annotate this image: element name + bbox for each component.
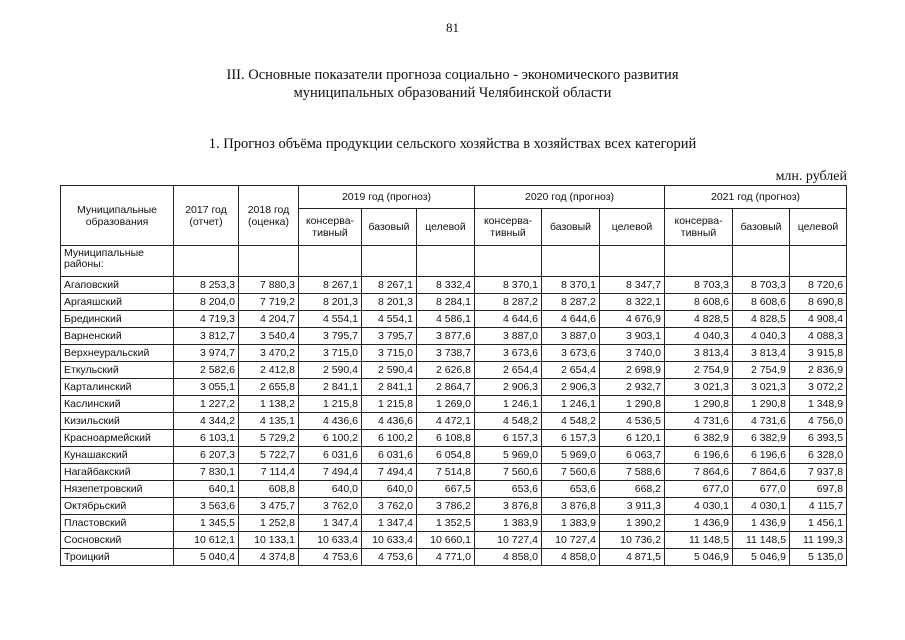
municipality-name: Сосновский xyxy=(61,532,174,549)
value-cell: 8 347,7 xyxy=(600,277,665,294)
value-cell: 6 031,6 xyxy=(299,447,362,464)
value-cell: 1 252,8 xyxy=(239,515,299,532)
value-cell: 8 284,1 xyxy=(417,294,475,311)
value-cell: 7 864,6 xyxy=(733,464,790,481)
value-cell: 6 120,1 xyxy=(600,430,665,447)
value-cell: 4 828,5 xyxy=(733,311,790,328)
header-2020-base: базовый xyxy=(542,209,600,246)
municipality-name: Агаповский xyxy=(61,277,174,294)
value-cell: 4 204,7 xyxy=(239,311,299,328)
table-caption: 1. Прогноз объёма продукции сельского хозяйства в хозяйствах всех категорий xyxy=(208,136,697,152)
value-cell: 2 582,6 xyxy=(174,362,239,379)
table-row xyxy=(61,498,847,515)
value-cell: 2 590,4 xyxy=(299,362,362,379)
value-cell: 1 390,2 xyxy=(600,515,665,532)
value-cell: 1 215,8 xyxy=(362,396,417,413)
value-cell: 4 436,6 xyxy=(299,413,362,430)
value-cell: 2 864,7 xyxy=(417,379,475,396)
value-cell: 3 470,2 xyxy=(239,345,299,362)
section-row xyxy=(61,246,847,277)
value-cell: 3 795,7 xyxy=(362,328,417,345)
value-cell: 7 514,8 xyxy=(417,464,475,481)
header-2018: 2018 год (оценка) xyxy=(239,186,299,246)
value-cell: 10 612,1 xyxy=(174,532,239,549)
value-cell: 3 715,0 xyxy=(299,345,362,362)
header-2019: 2019 год (прогноз) xyxy=(299,186,475,209)
value-cell: 3 021,3 xyxy=(733,379,790,396)
value-cell: 8 253,3 xyxy=(174,277,239,294)
value-cell: 1 246,1 xyxy=(475,396,542,413)
municipality-name: Октябрьский xyxy=(61,498,174,515)
value-cell: 2 906,3 xyxy=(475,379,542,396)
value-cell: 1 436,9 xyxy=(665,515,733,532)
value-cell: 10 660,1 xyxy=(417,532,475,549)
value-cell: 7 494,4 xyxy=(299,464,362,481)
value-cell: 1 347,4 xyxy=(362,515,417,532)
forecast-table xyxy=(60,185,847,566)
value-cell: 1 290,8 xyxy=(665,396,733,413)
municipality-name: Карталинский xyxy=(61,379,174,396)
value-cell: 11 199,3 xyxy=(790,532,847,549)
value-cell: 6 108,8 xyxy=(417,430,475,447)
header-2021-conservative: консерва-тивный xyxy=(665,209,733,246)
value-cell: 1 290,8 xyxy=(733,396,790,413)
value-cell: 2 626,8 xyxy=(417,362,475,379)
value-cell: 6 157,3 xyxy=(475,430,542,447)
value-cell: 4 030,1 xyxy=(665,498,733,515)
table-row xyxy=(61,447,847,464)
value-cell: 4 548,2 xyxy=(475,413,542,430)
value-cell: 3 475,7 xyxy=(239,498,299,515)
value-cell: 2 655,8 xyxy=(239,379,299,396)
value-cell: 4 858,0 xyxy=(542,549,600,566)
value-cell: 4 731,6 xyxy=(733,413,790,430)
value-cell: 6 393,5 xyxy=(790,430,847,447)
value-cell: 4 040,3 xyxy=(665,328,733,345)
value-cell: 1 269,0 xyxy=(417,396,475,413)
municipality-name: Троицкий xyxy=(61,549,174,566)
table-row xyxy=(61,277,847,294)
value-cell: 2 654,4 xyxy=(475,362,542,379)
value-cell: 8 201,3 xyxy=(299,294,362,311)
value-cell: 7 114,4 xyxy=(239,464,299,481)
value-cell: 10 133,1 xyxy=(239,532,299,549)
value-cell: 3 021,3 xyxy=(665,379,733,396)
value-cell: 667,5 xyxy=(417,481,475,498)
value-cell: 3 876,8 xyxy=(475,498,542,515)
value-cell: 4 472,1 xyxy=(417,413,475,430)
value-cell: 8 608,6 xyxy=(665,294,733,311)
value-cell: 6 100,2 xyxy=(362,430,417,447)
value-cell: 3 072,2 xyxy=(790,379,847,396)
value-cell: 3 673,6 xyxy=(542,345,600,362)
value-cell: 4 115,7 xyxy=(790,498,847,515)
value-cell: 8 690,8 xyxy=(790,294,847,311)
value-cell: 8 287,2 xyxy=(475,294,542,311)
value-cell: 7 830,1 xyxy=(174,464,239,481)
value-cell: 7 937,8 xyxy=(790,464,847,481)
value-cell: 3 762,0 xyxy=(362,498,417,515)
value-cell: 1 456,1 xyxy=(790,515,847,532)
value-cell: 5 729,2 xyxy=(239,430,299,447)
header-2019-conservative: консерва-тивный xyxy=(299,209,362,246)
page-number: 81 xyxy=(446,20,459,35)
value-cell: 10 633,4 xyxy=(362,532,417,549)
value-cell: 653,6 xyxy=(542,481,600,498)
value-cell: 8 267,1 xyxy=(299,277,362,294)
value-cell: 3 876,8 xyxy=(542,498,600,515)
table-row xyxy=(61,515,847,532)
municipality-name: Кунашакский xyxy=(61,447,174,464)
value-cell: 1 345,5 xyxy=(174,515,239,532)
value-cell: 4 731,6 xyxy=(665,413,733,430)
value-cell: 4 719,3 xyxy=(174,311,239,328)
value-cell: 6 196,6 xyxy=(733,447,790,464)
value-cell: 3 055,1 xyxy=(174,379,239,396)
table-row xyxy=(61,396,847,413)
value-cell: 1 290,8 xyxy=(600,396,665,413)
value-cell: 8 370,1 xyxy=(542,277,600,294)
value-cell: 6 196,6 xyxy=(665,447,733,464)
value-cell: 8 720,6 xyxy=(790,277,847,294)
value-cell: 3 887,0 xyxy=(475,328,542,345)
value-cell: 1 246,1 xyxy=(542,396,600,413)
municipality-name: Варненский xyxy=(61,328,174,345)
value-cell: 3 887,0 xyxy=(542,328,600,345)
value-cell: 653,6 xyxy=(475,481,542,498)
value-cell: 2 841,1 xyxy=(362,379,417,396)
value-cell: 6 063,7 xyxy=(600,447,665,464)
value-cell: 697,8 xyxy=(790,481,847,498)
value-cell: 1 352,5 xyxy=(417,515,475,532)
value-cell: 8 703,3 xyxy=(665,277,733,294)
value-cell: 3 738,7 xyxy=(417,345,475,362)
value-cell: 8 204,0 xyxy=(174,294,239,311)
value-cell: 6 054,8 xyxy=(417,447,475,464)
value-cell: 1 348,9 xyxy=(790,396,847,413)
value-cell: 4 548,2 xyxy=(542,413,600,430)
municipality-name: Красноармейский xyxy=(61,430,174,447)
value-cell: 4 344,2 xyxy=(174,413,239,430)
table-row xyxy=(61,345,847,362)
value-cell: 4 828,5 xyxy=(665,311,733,328)
value-cell: 5 046,9 xyxy=(733,549,790,566)
value-cell: 3 903,1 xyxy=(600,328,665,345)
value-cell: 5 046,9 xyxy=(665,549,733,566)
value-cell: 7 719,2 xyxy=(239,294,299,311)
value-cell: 2 754,9 xyxy=(665,362,733,379)
value-cell: 10 727,4 xyxy=(475,532,542,549)
value-cell: 6 157,3 xyxy=(542,430,600,447)
value-cell: 640,1 xyxy=(174,481,239,498)
value-cell: 2 698,9 xyxy=(600,362,665,379)
value-cell: 4 771,0 xyxy=(417,549,475,566)
value-cell: 7 880,3 xyxy=(239,277,299,294)
value-cell: 5 135,0 xyxy=(790,549,847,566)
value-cell: 7 864,6 xyxy=(665,464,733,481)
value-cell: 2 412,8 xyxy=(239,362,299,379)
value-cell: 5 040,4 xyxy=(174,549,239,566)
value-cell: 668,2 xyxy=(600,481,665,498)
value-cell: 8 287,2 xyxy=(542,294,600,311)
value-cell: 4 436,6 xyxy=(362,413,417,430)
value-cell: 4 753,6 xyxy=(362,549,417,566)
value-cell: 8 201,3 xyxy=(362,294,417,311)
table-row xyxy=(61,294,847,311)
title-line-1: III. Основные показатели прогноза социально - экономического развития xyxy=(226,67,679,83)
value-cell: 5 722,7 xyxy=(239,447,299,464)
value-cell: 3 673,6 xyxy=(475,345,542,362)
value-cell: 3 813,4 xyxy=(733,345,790,362)
value-cell: 4 374,8 xyxy=(239,549,299,566)
units-label: млн. рублей xyxy=(775,169,847,184)
value-cell: 2 590,4 xyxy=(362,362,417,379)
value-cell: 4 088,3 xyxy=(790,328,847,345)
value-cell: 3 715,0 xyxy=(362,345,417,362)
value-cell: 3 740,0 xyxy=(600,345,665,362)
value-cell: 3 795,7 xyxy=(299,328,362,345)
header-2021-base: базовый xyxy=(733,209,790,246)
value-cell: 6 207,3 xyxy=(174,447,239,464)
value-cell: 6 382,9 xyxy=(733,430,790,447)
municipality-name: Брединский xyxy=(61,311,174,328)
value-cell: 4 135,1 xyxy=(239,413,299,430)
value-cell: 608,8 xyxy=(239,481,299,498)
value-cell: 3 813,4 xyxy=(665,345,733,362)
value-cell: 8 267,1 xyxy=(362,277,417,294)
header-2020-target: целевой xyxy=(600,209,665,246)
value-cell: 2 841,1 xyxy=(299,379,362,396)
section-label: Муниципальные районы: xyxy=(61,246,174,277)
value-cell: 4 536,5 xyxy=(600,413,665,430)
value-cell: 4 040,3 xyxy=(733,328,790,345)
value-cell: 2 836,9 xyxy=(790,362,847,379)
title-line-2: муниципальных образований Челябинской области xyxy=(293,85,612,101)
value-cell: 6 100,2 xyxy=(299,430,362,447)
value-cell: 1 347,4 xyxy=(299,515,362,532)
value-cell: 10 727,4 xyxy=(542,532,600,549)
value-cell: 5 969,0 xyxy=(475,447,542,464)
value-cell: 7 560,6 xyxy=(542,464,600,481)
value-cell: 1 138,2 xyxy=(239,396,299,413)
value-cell: 11 148,5 xyxy=(733,532,790,549)
value-cell: 6 031,6 xyxy=(362,447,417,464)
value-cell: 8 608,6 xyxy=(733,294,790,311)
table-row xyxy=(61,532,847,549)
value-cell: 8 332,4 xyxy=(417,277,475,294)
value-cell: 7 560,6 xyxy=(475,464,542,481)
value-cell: 640,0 xyxy=(362,481,417,498)
value-cell: 3 915,8 xyxy=(790,345,847,362)
value-cell: 677,0 xyxy=(733,481,790,498)
value-cell: 11 148,5 xyxy=(665,532,733,549)
municipality-name: Аргаяшский xyxy=(61,294,174,311)
value-cell: 7 588,6 xyxy=(600,464,665,481)
value-cell: 6 103,1 xyxy=(174,430,239,447)
value-cell: 4 644,6 xyxy=(475,311,542,328)
value-cell: 2 754,9 xyxy=(733,362,790,379)
municipality-name: Кизильский xyxy=(61,413,174,430)
value-cell: 10 633,4 xyxy=(299,532,362,549)
value-cell: 4 858,0 xyxy=(475,549,542,566)
value-cell: 4 030,1 xyxy=(733,498,790,515)
table-row xyxy=(61,464,847,481)
value-cell: 8 370,1 xyxy=(475,277,542,294)
value-cell: 2 932,7 xyxy=(600,379,665,396)
value-cell: 4 756,0 xyxy=(790,413,847,430)
value-cell: 3 877,6 xyxy=(417,328,475,345)
value-cell: 3 540,4 xyxy=(239,328,299,345)
value-cell: 3 974,7 xyxy=(174,345,239,362)
value-cell: 4 554,1 xyxy=(299,311,362,328)
header-2020: 2020 год (прогноз) xyxy=(475,186,665,209)
value-cell: 4 871,5 xyxy=(600,549,665,566)
table-row xyxy=(61,481,847,498)
value-cell: 5 969,0 xyxy=(542,447,600,464)
value-cell: 2 654,4 xyxy=(542,362,600,379)
value-cell: 1 227,2 xyxy=(174,396,239,413)
value-cell: 10 736,2 xyxy=(600,532,665,549)
value-cell: 4 586,1 xyxy=(417,311,475,328)
municipality-name: Пластовский xyxy=(61,515,174,532)
value-cell: 4 908,4 xyxy=(790,311,847,328)
header-municipality: Муниципальные образования xyxy=(61,186,174,246)
value-cell: 3 911,3 xyxy=(600,498,665,515)
header-2021: 2021 год (прогноз) xyxy=(665,186,847,209)
value-cell: 3 812,7 xyxy=(174,328,239,345)
value-cell: 3 563,6 xyxy=(174,498,239,515)
municipality-name: Нязепетровский xyxy=(61,481,174,498)
header-2019-target: целевой xyxy=(417,209,475,246)
municipality-name: Еткульский xyxy=(61,362,174,379)
table-row xyxy=(61,549,847,566)
value-cell: 7 494,4 xyxy=(362,464,417,481)
municipality-name: Каслинский xyxy=(61,396,174,413)
table-row xyxy=(61,328,847,345)
value-cell: 6 382,9 xyxy=(665,430,733,447)
value-cell: 677,0 xyxy=(665,481,733,498)
value-cell: 1 436,9 xyxy=(733,515,790,532)
municipality-name: Верхнеуральский xyxy=(61,345,174,362)
table-row xyxy=(61,379,847,396)
value-cell: 8 322,1 xyxy=(600,294,665,311)
value-cell: 2 906,3 xyxy=(542,379,600,396)
value-cell: 1 383,9 xyxy=(475,515,542,532)
header-2020-conservative: консерва-тивный xyxy=(475,209,542,246)
value-cell: 6 328,0 xyxy=(790,447,847,464)
value-cell: 4 554,1 xyxy=(362,311,417,328)
value-cell: 3 762,0 xyxy=(299,498,362,515)
value-cell: 4 753,6 xyxy=(299,549,362,566)
table-row xyxy=(61,413,847,430)
header-2021-target: целевой xyxy=(790,209,847,246)
header-2017: 2017 год (отчет) xyxy=(174,186,239,246)
value-cell: 1 215,8 xyxy=(299,396,362,413)
table-row xyxy=(61,430,847,447)
header-2019-base: базовый xyxy=(362,209,417,246)
table-row xyxy=(61,311,847,328)
value-cell: 4 644,6 xyxy=(542,311,600,328)
value-cell: 640,0 xyxy=(299,481,362,498)
value-cell: 4 676,9 xyxy=(600,311,665,328)
value-cell: 1 383,9 xyxy=(542,515,600,532)
table-row xyxy=(61,362,847,379)
municipality-name: Нагайбакский xyxy=(61,464,174,481)
value-cell: 3 786,2 xyxy=(417,498,475,515)
value-cell: 8 703,3 xyxy=(733,277,790,294)
document-title xyxy=(0,66,905,102)
